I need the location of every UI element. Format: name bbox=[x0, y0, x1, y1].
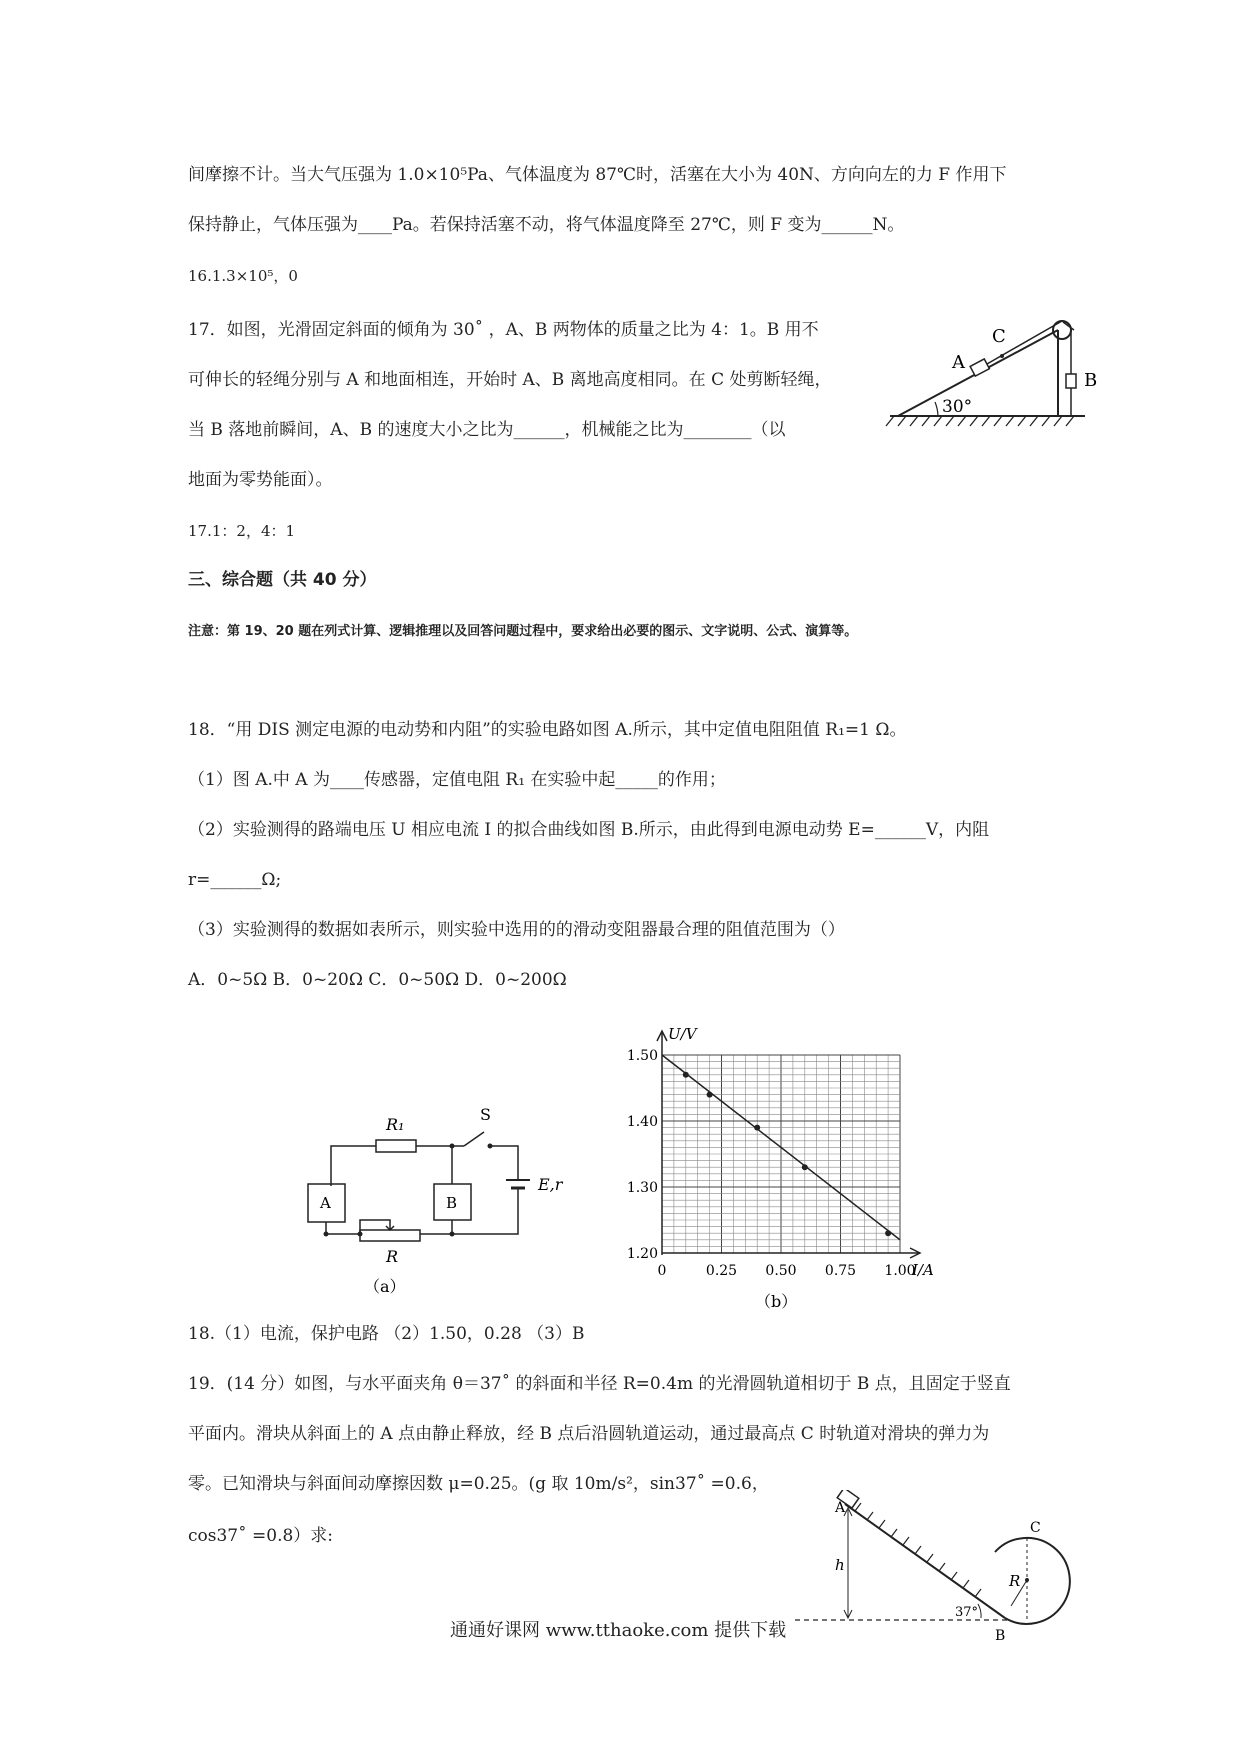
question-17-line-4: 地面为零势能面）。 bbox=[188, 470, 333, 490]
point-a-label: A bbox=[835, 1500, 846, 1516]
sensor-a-label: A bbox=[320, 1194, 331, 1212]
x-tick-label: 0.75 bbox=[824, 1263, 857, 1279]
question-19-line-2: 平面内。滑块从斜面上的 A 点由静止释放，经 B 点后沿圆轨道运动，通过最高点 C 时轨道对滑块的弹力为 bbox=[188, 1424, 990, 1444]
point-b-label: B bbox=[995, 1628, 1006, 1644]
switch-label: S bbox=[480, 1105, 491, 1124]
data-point bbox=[707, 1092, 713, 1098]
question-19-line-4: cos37˚ =0.8）求: bbox=[188, 1526, 334, 1546]
y-axis-label: U/V bbox=[668, 1025, 697, 1043]
question-18-part-1: （1）图 A.中 A 为____传感器，定值电阻 R₁ 在实验中起_____的作用； bbox=[188, 770, 726, 790]
r1-label: R₁ bbox=[386, 1115, 405, 1134]
y-tick-label: 1.50 bbox=[626, 1048, 658, 1064]
rheostat-label: R bbox=[386, 1247, 399, 1266]
question-18-part-2: （2）实验测得的路端电压 U 相应电流 I 的拟合曲线如图 B.所示，由此得到电源电动势 E=______V，内阻 bbox=[188, 820, 990, 840]
section-heading: 三、综合题（共 40 分） bbox=[188, 570, 377, 590]
emf-label: E,r bbox=[538, 1175, 563, 1194]
y-tick-label: 1.40 bbox=[626, 1114, 658, 1130]
question-18-part-2-cont: r=______Ω; bbox=[188, 870, 282, 890]
incline-loop-figure-19 bbox=[795, 1490, 1105, 1655]
u-i-graph bbox=[600, 1025, 950, 1315]
circuit-diagram bbox=[300, 1100, 580, 1300]
text-line: 保持静止，气体压强为____Pa。若保持活塞不动，将气体温度降至 27℃，则 F 变为______N。 bbox=[188, 215, 905, 235]
data-point bbox=[802, 1164, 808, 1170]
answer-16: 16.1.3×10⁵，0 bbox=[188, 267, 298, 285]
figure-a-caption: （a） bbox=[364, 1277, 406, 1296]
page-footer: 通通好课网 www.tthaoke.com 提供下载 bbox=[450, 1620, 787, 1641]
question-19-line-1: 19．(14 分）如图，与水平面夹角 θ＝37˚ 的斜面和半径 R=0.4m 的光滑圆轨道相切于 B 点，且固定于竖直 bbox=[188, 1374, 1011, 1394]
label-c: C bbox=[992, 326, 1006, 347]
question-17-line-2: 可伸长的轻绳分别与 A 和地面相连，开始时 A、B 离地高度相同。在 C 处剪断轻绳， bbox=[188, 370, 832, 390]
angle-label: 37° bbox=[955, 1605, 979, 1620]
question-18-part-3: （3）实验测得的数据如表所示，则实验中选用的的滑动变阻器最合理的阻值范围为（） bbox=[188, 920, 845, 940]
x-tick-label: 0 bbox=[657, 1263, 667, 1279]
question-18-options: A．0~5Ω B．0~20Ω C．0~50Ω D．0~200Ω bbox=[188, 970, 567, 990]
x-tick-label: 0.25 bbox=[705, 1263, 738, 1279]
label-a: A bbox=[952, 352, 965, 373]
graph-grid bbox=[662, 1055, 900, 1253]
x-axis-label: I/A bbox=[912, 1261, 934, 1279]
data-point bbox=[754, 1125, 760, 1131]
x-tick-label: 1.00 bbox=[884, 1263, 916, 1279]
label-b: B bbox=[1084, 370, 1098, 391]
question-18: 18．“用 DIS 测定电源的电动势和内阻”的实验电路如图 A.所示，其中定值电阻阻值 R₁=1 Ω。 bbox=[188, 720, 907, 740]
incline-figure-17 bbox=[880, 310, 1130, 470]
y-tick-label: 1.30 bbox=[626, 1180, 658, 1196]
angle-label: 30° bbox=[942, 397, 973, 417]
answer-17: 17.1：2，4：1 bbox=[188, 522, 296, 540]
y-tick-label: 1.20 bbox=[626, 1246, 658, 1262]
data-point bbox=[885, 1230, 891, 1236]
question-17-line-3: 当 B 落地前瞬间，A、B 的速度大小之比为______，机械能之比为________（以 bbox=[188, 420, 786, 440]
question-17-line-1: 17．如图，光滑固定斜面的倾角为 30˚ ，A、B 两物体的质量之比为 4：1。B 用不 bbox=[188, 320, 819, 340]
height-label: h bbox=[835, 1556, 845, 1574]
data-point bbox=[683, 1072, 689, 1078]
text-line: 间摩擦不计。当大气压强为 1.0×10⁵Pa、气体温度为 87℃时，活塞在大小为 40N、方向向左的力 F 作用下 bbox=[188, 165, 1007, 185]
sensor-b-label: B bbox=[446, 1194, 458, 1212]
x-tick-label: 0.50 bbox=[765, 1263, 797, 1279]
radius-label: R bbox=[1009, 1572, 1021, 1590]
answer-18: 18.（1）电流，保护电路 （2）1.50，0.28 （3）B bbox=[188, 1324, 585, 1344]
note-text: 注意：第 19、20 题在列式计算、逻辑推理以及回答问题过程中，要求给出必要的图示、文字说明、公式、演算等。 bbox=[188, 624, 858, 639]
point-c-label: C bbox=[1030, 1520, 1041, 1536]
question-19-line-3: 零。已知滑块与斜面间动摩擦因数 μ=0.25。(g 取 10m/s²，sin37˚ =0.6， bbox=[188, 1474, 769, 1494]
figure-b-caption: （b） bbox=[755, 1292, 798, 1311]
